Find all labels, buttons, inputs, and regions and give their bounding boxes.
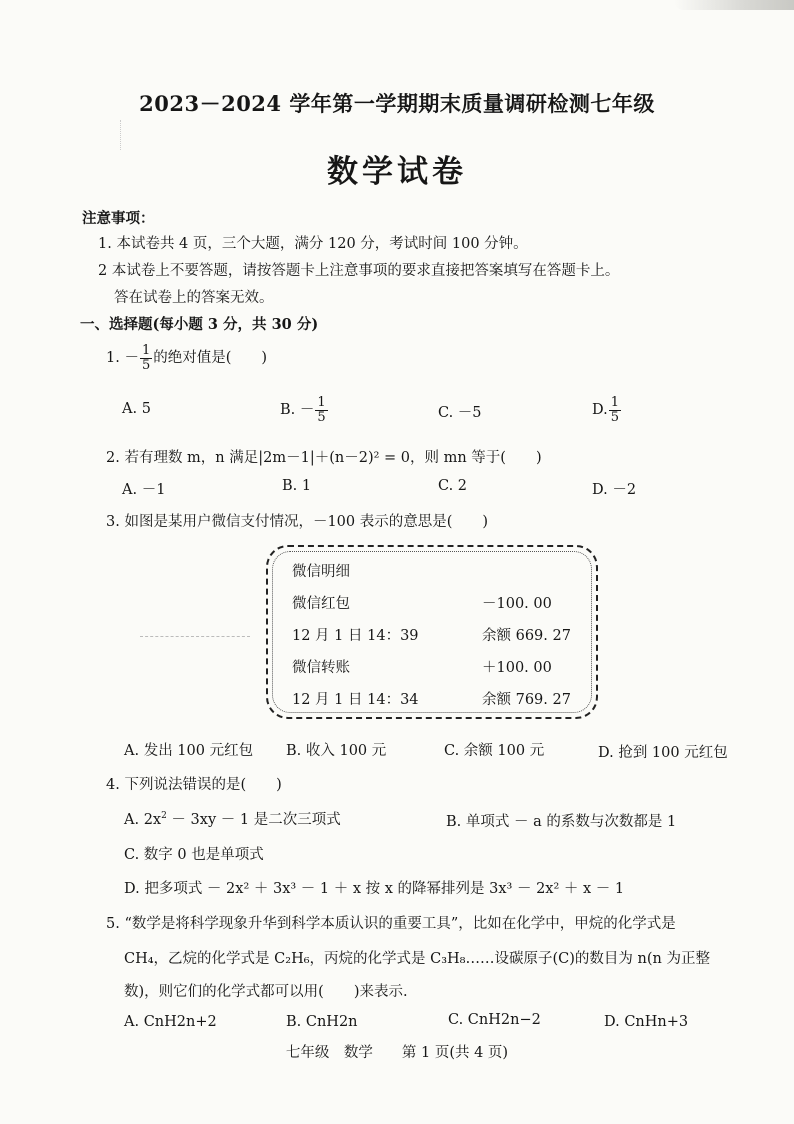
question-number: 1. — [106, 350, 120, 367]
q4-option-d: D. 把多项式 － 2x² ＋ 3x³ － 1 ＋ x 按 x 的降幂排列是 3x³ － 2x² ＋ x － 1 — [124, 881, 625, 897]
answer-paren-close: ) — [276, 777, 282, 793]
question-2 — [106, 446, 542, 467]
page-corner-tear — [674, 0, 794, 10]
question-5-line-3: 数)，则它们的化学式都可以用( )来表示. — [124, 984, 408, 1000]
answer-paren-close: ) — [535, 450, 542, 466]
q2-option-b: B. 1 — [282, 478, 312, 494]
wechat-row-3-amount: ＋100. 00 — [482, 660, 552, 676]
wechat-row-1-amount: －100. 00 — [482, 596, 552, 612]
q4-option-a: A. $2x^2 - 3xy - 1$ 是二次三项式 — [124, 811, 341, 828]
answer-paren-close: ) — [482, 514, 489, 530]
question-text: 4. 下列说法错误的是( — [106, 777, 247, 793]
question-1 — [106, 344, 267, 372]
question-text: 3. 如图是某用户微信支付情况，－100 表示的意思是( — [106, 514, 453, 530]
q1-option-b: B. － $\frac{1}{5}$ — [280, 395, 326, 425]
q5-option-a: A. CnH2n+2 — [124, 1014, 217, 1030]
q1-option-a: A. 5 — [122, 401, 151, 417]
note-item-2: 2 本试卷上不要答题，请按答题卡上注意事项的要求直接把答案填写在答题卡上。 — [98, 263, 620, 279]
q5-option-b: B. CnH2n — [286, 1014, 358, 1030]
question-text: 的绝对值是( — [153, 350, 232, 367]
answer-paren-close: ) — [261, 350, 268, 367]
q2-option-d: D. －2 — [592, 482, 637, 498]
q3-option-b: B. 收入 100 元 — [286, 743, 387, 759]
page-footer: 七年级 数学 第 1 页(共 4 页) — [285, 1045, 509, 1061]
wechat-row-2-time: 12 月 1 日 14：39 — [292, 628, 419, 644]
scan-artifact — [140, 636, 250, 638]
q2-option-a: A. －1 — [122, 482, 166, 498]
wechat-row-1-label: 微信红包 — [292, 596, 350, 612]
q4-option-b: B. 单项式 － a 的系数与次数都是 1 — [446, 814, 677, 830]
fraction: $\frac{1}{5}$ — [141, 343, 151, 373]
subject-title: 数学试卷 — [327, 154, 467, 190]
question-text: 2. 若有理数 m，n 满足|2m－1|＋(n－2)² = 0，则 mn 等于( — [106, 450, 506, 466]
q1-option-c: C. －5 — [438, 405, 482, 421]
q1-option-d: D. $\frac{1}{5}$ — [592, 395, 619, 425]
question-3 — [106, 510, 488, 531]
q5-option-c: C. CnH2n−2 — [448, 1012, 541, 1028]
q3-option-d: D. 抢到 100 元红包 — [598, 745, 728, 761]
note-item-1: 1. 本试卷共 4 页，三个大题，满分 120 分，考试时间 100 分钟。 — [98, 236, 528, 252]
minus-sign: － — [124, 350, 139, 367]
q3-option-a: A. 发出 100 元红包 — [124, 743, 254, 759]
section-heading: 一、选择题(每小题 3 分，共 30 分) — [80, 316, 319, 333]
notes-heading: 注意事项： — [82, 210, 155, 227]
note-item-2-continued: 答在试卷上的答案无效。 — [114, 290, 274, 306]
question-5-line-1: 5. “数学是将科学现象升华到科学本质认识的重要工具”，比如在化学中，甲烷的化学式是 — [106, 916, 676, 932]
wechat-row-4-time: 12 月 1 日 14：34 — [292, 692, 419, 708]
question-5-line-2: CH₄，乙烷的化学式是 C₂H₆，丙烷的化学式是 C₃H₈……设碳原子(C)的数目为 n(n 为正整 — [124, 951, 710, 967]
q4-option-c: C. 数字 0 也是单项式 — [124, 847, 264, 863]
wechat-row-2-balance: 余额 669. 27 — [482, 628, 571, 644]
q5-option-d: D. CnHn+3 — [604, 1014, 689, 1030]
q3-option-c: C. 余额 100 元 — [444, 743, 545, 759]
wechat-box-title: 微信明细 — [292, 564, 350, 580]
question-4 — [106, 773, 282, 794]
wechat-row-4-balance: 余额 769. 27 — [482, 692, 571, 708]
q2-option-c: C. 2 — [438, 478, 468, 494]
exam-title: 2023－2024 学年第一学期期末质量调研检测七年级 — [139, 91, 655, 116]
wechat-row-3-label: 微信转账 — [292, 660, 350, 676]
